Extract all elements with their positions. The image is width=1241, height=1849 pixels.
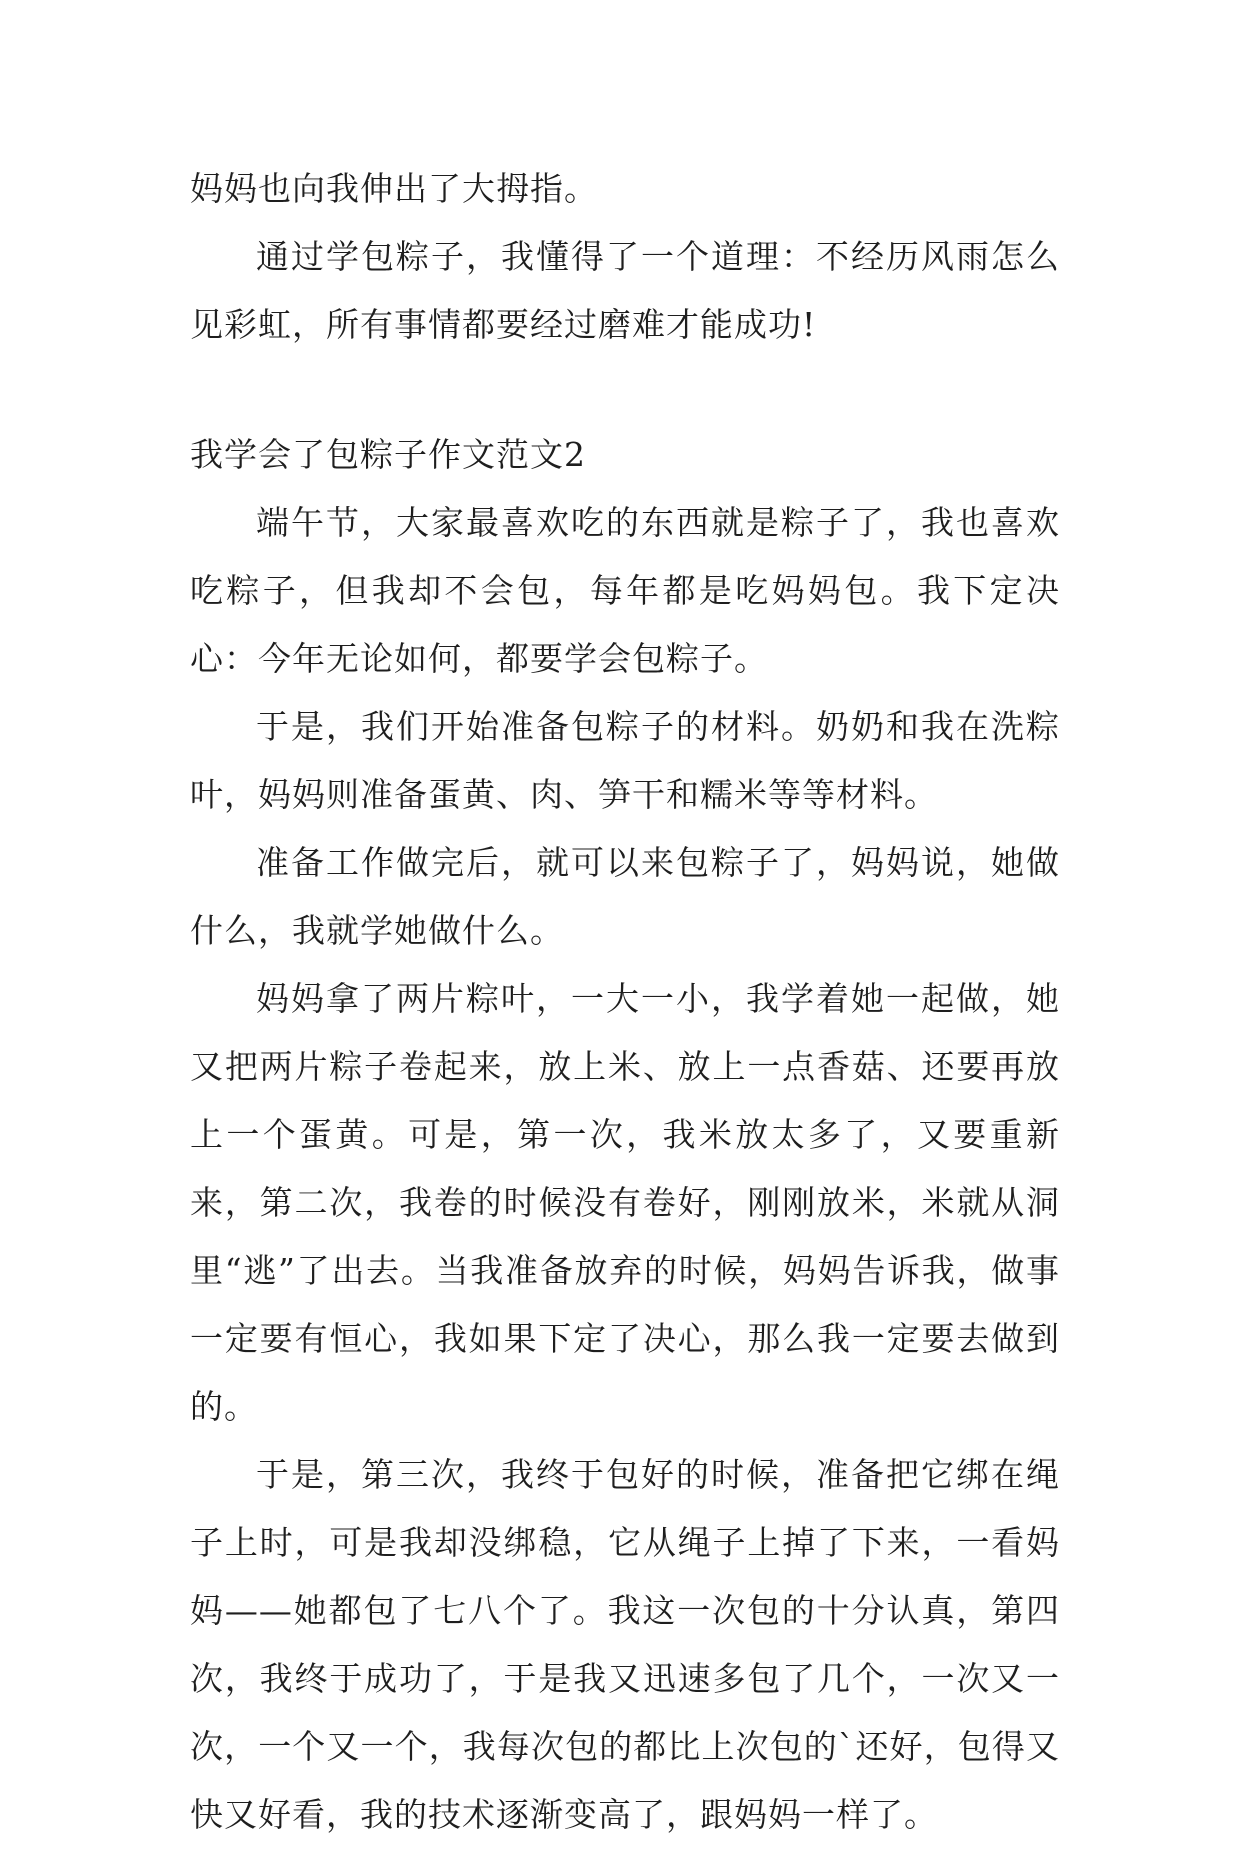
paragraph: 准备工作做完后，就可以来包粽子了，妈妈说，她做什么，我就学她做什么。 — [190, 843, 1060, 950]
paragraph: 妈妈拿了两片粽叶，一大一小，我学着她一起做，她又把两片粽子卷起来，放上米、放上一点香菇、还要再放上一个蛋黄。可是，第一次，我米放太多了，又要重新来，第二次，我卷的时候没有卷好，刚刚放米，米就从洞里“逃”了出去。当我准备放弃的时候，妈妈告诉我，做事一定要有恒心，我如果下定了决心，那么我一定要去做到的。 — [190, 979, 1060, 1426]
paragraph: 于是，第三次，我终于包好的时候，准备把它绑在绳子上时，可是我却没绑稳，它从绳子上掉了下来，一看妈妈——她都包了七八个了。我这一次包的十分认真，第四次，我终于成功了，于是我又迅速多包了几个，一次又一次，一个又一个，我每次包的都比上次包的`还好，包得又快又好看，我的技术逐渐变高了，跟妈妈一样了。 — [190, 1455, 1060, 1834]
paragraph-continuation: 妈妈也向我伸出了大拇指。 — [190, 169, 598, 208]
section-spacer — [190, 359, 1060, 421]
paragraph: 于是，我们开始准备包粽子的材料。奶奶和我在洗粽叶，妈妈则准备蛋黄、肉、笋干和糯米等等材料。 — [190, 707, 1060, 814]
paragraph-conclusion: 通过学包粽子，我懂得了一个道理：不经历风雨怎么见彩虹，所有事情都要经过磨难才能成功! — [190, 237, 1060, 344]
paragraph: 端午节，大家最喜欢吃的东西就是粽子了，我也喜欢吃粽子，但我却不会包，每年都是吃妈妈包。我下定决心：今年无论如何，都要学会包粽子。 — [190, 503, 1060, 678]
document-body — [190, 155, 1060, 1849]
section-title: 我学会了包粽子作文范文2 — [190, 435, 586, 474]
